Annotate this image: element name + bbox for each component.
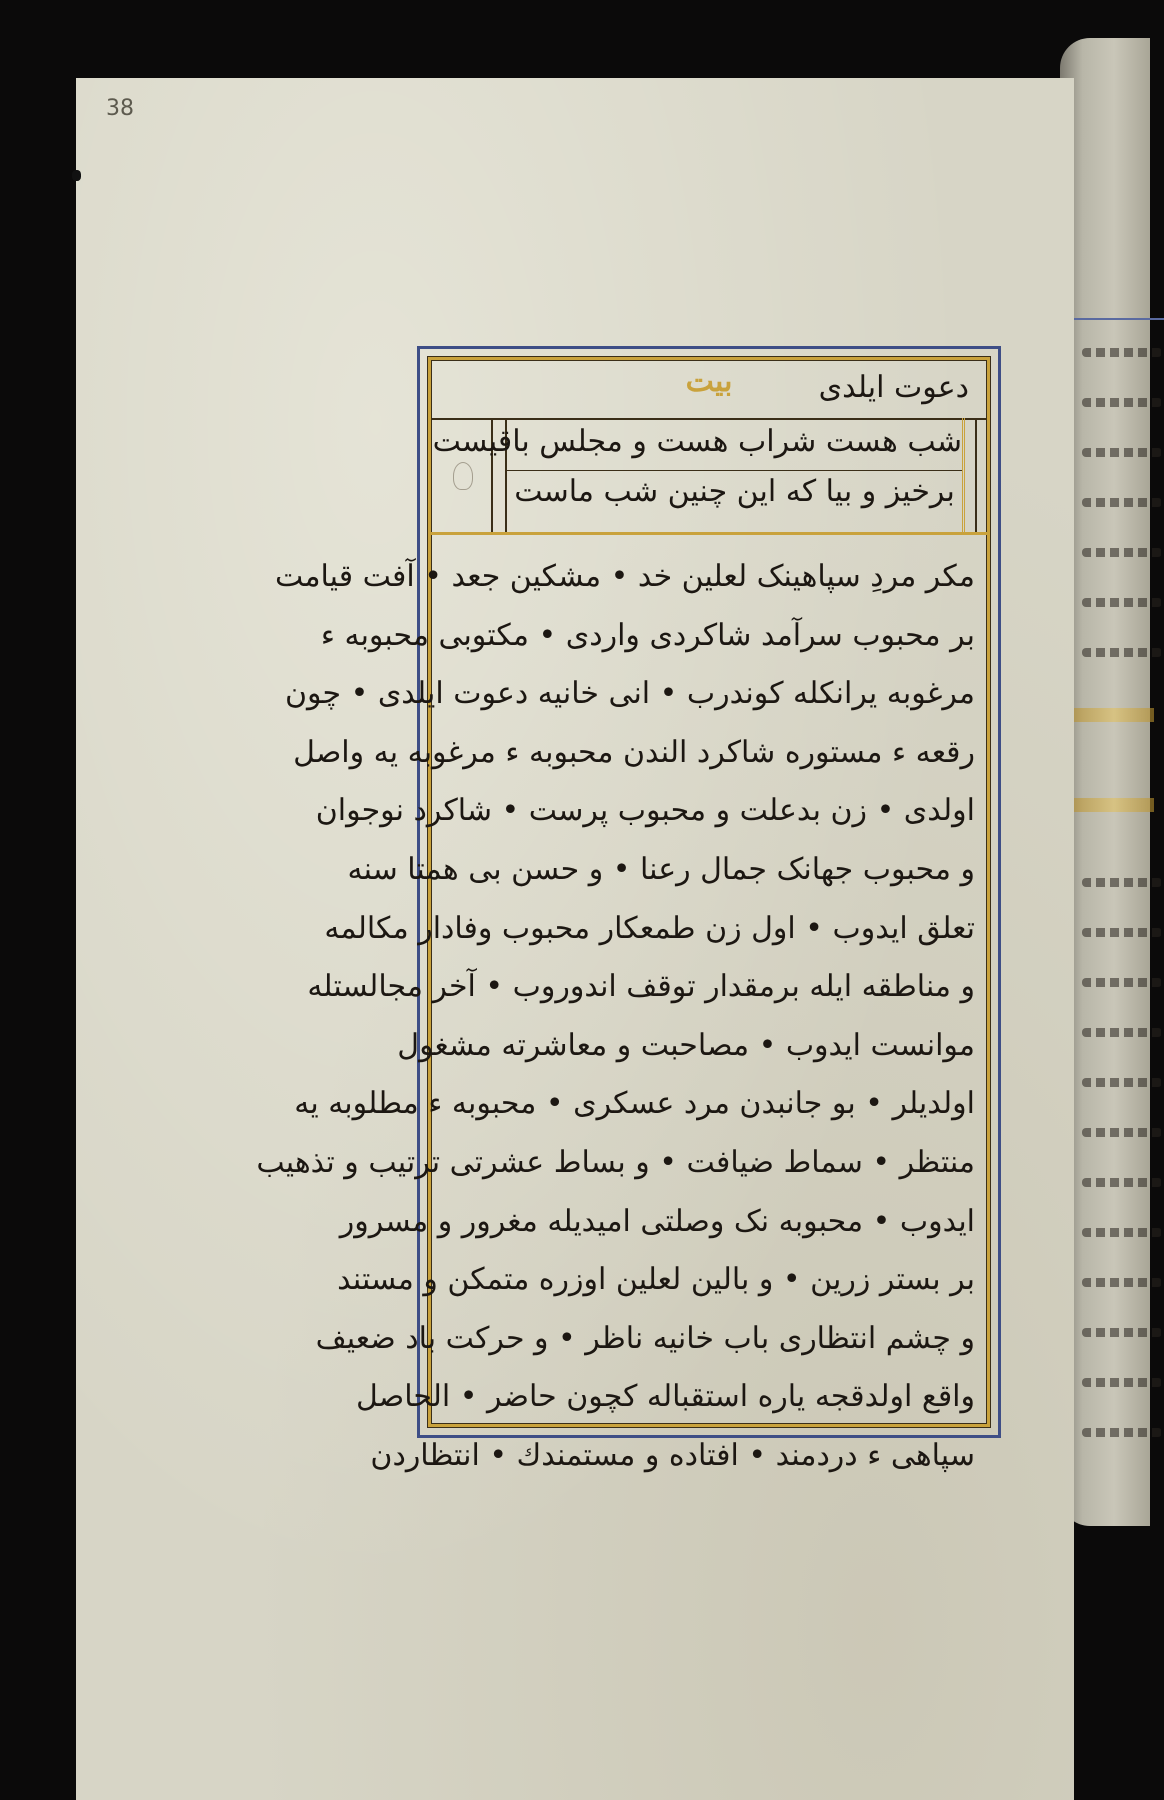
- adjacent-page-gold-band: [1074, 708, 1154, 722]
- adjacent-page-text-line: [1082, 1078, 1162, 1087]
- verse-center: [432, 418, 965, 532]
- verse-side-cell: [975, 418, 987, 532]
- adjacent-page-text-line: [1082, 978, 1162, 987]
- adjacent-page-text-line: [1082, 1178, 1162, 1187]
- verse-heading: بیت: [685, 364, 733, 399]
- text-frame-inner: [256, 357, 990, 1473]
- adjacent-page-text-line: [1082, 1428, 1162, 1437]
- body-line: سپاهی ء دردمند • افتاده و مستمندك • انتظاردن: [370, 1437, 975, 1473]
- body-line: اولدیلر • بو جانبدن مرد عسکری • محبوبه ء مطلوبه یه: [294, 1086, 975, 1122]
- body-line: واقع اولدقجه یاره استقباله کچون حاضر • الحاصل: [356, 1379, 975, 1415]
- body-line: مرغوبه یرانکله کوندرب • انی خانیه دعوت ایلدی • چون: [284, 676, 975, 712]
- ornament-icon: [453, 462, 473, 490]
- adjacent-page-text-line: [1082, 348, 1162, 357]
- body-line: بر بستر زرین • و بالین لعلین اوزره متمکن و مستند: [337, 1262, 975, 1298]
- body-line: اولدی • زن بدعلت و محبوب پرست • شاکرد نوجوان: [315, 793, 975, 829]
- body-line: و مناطقه ایله برمقدار توقف اندوروب • آخر مجالستله: [307, 969, 975, 1005]
- adjacent-page-text-line: [1082, 1278, 1162, 1287]
- adjacent-page-text-line: [1082, 1328, 1162, 1337]
- adjacent-page-text-line: [1082, 1128, 1162, 1137]
- adjacent-page-text-line: [1082, 548, 1162, 557]
- body-line: و محبوب جهانک جمال رعنا • و حسن بی همتا سنه: [347, 851, 975, 887]
- adjacent-page-text-line: [1082, 598, 1162, 607]
- body-line: رقعه ء مستوره شاکرد الندن محبوبه ء مرغوبه یه واصل: [293, 734, 975, 770]
- adjacent-page-text-line: [1082, 1378, 1162, 1387]
- adjacent-page-text-line: [1082, 878, 1162, 887]
- verse-line-2: برخیز و بیا که این چنین شب ماست: [514, 474, 955, 509]
- body-line: تعلق ایدوب • اول زن طمعکار محبوب وفادار مکالمه: [324, 910, 975, 946]
- adjacent-page-text-line: [1082, 1228, 1162, 1237]
- body-text: [256, 548, 975, 1486]
- body-line: و چشم انتظاری باب خانیه ناظر • و حرکت باد ضعیف: [315, 1320, 975, 1356]
- verse-line-1: شب هست شراب هست و مجلس باقیست: [432, 424, 962, 459]
- text-frame: [256, 346, 1001, 1473]
- body-line: بر محبوب سرآمد شاکردی واردی • مکتوبی محبوبه ء: [320, 617, 975, 653]
- adjacent-page-text-line: [1082, 398, 1162, 407]
- body-line: ایدوب • محبوبه نک وصلتی امیدیله مغرور و مسرور: [339, 1203, 975, 1239]
- adjacent-page-text-line: [1082, 928, 1162, 937]
- adjacent-page-text-line: [1082, 648, 1162, 657]
- header-row: [431, 360, 987, 420]
- ink-spot: [72, 170, 81, 181]
- folio-number: 38: [106, 96, 134, 121]
- adjacent-page-text-line: [1082, 498, 1162, 507]
- adjacent-page-frame: [1072, 318, 1164, 1470]
- body-line: منتظر • سماط ضیافت • و بساط عشرتی ترتیب و تذهیب: [256, 1144, 975, 1180]
- body-line: موانست ایدوب • مصاحبت و معاشرته مشغول: [397, 1027, 975, 1063]
- verse-panel: [431, 418, 987, 535]
- verse-divider: [507, 470, 962, 471]
- body-line: مکر مردِ سپاهینک لعلین خد • مشکین جعد • آفت قیامت: [274, 559, 975, 594]
- adjacent-page-text-line: [1082, 448, 1162, 457]
- header-text: دعوت ایلدی: [818, 370, 969, 405]
- adjacent-page-gold-band: [1074, 798, 1154, 812]
- adjacent-page-text-line: [1082, 1028, 1162, 1037]
